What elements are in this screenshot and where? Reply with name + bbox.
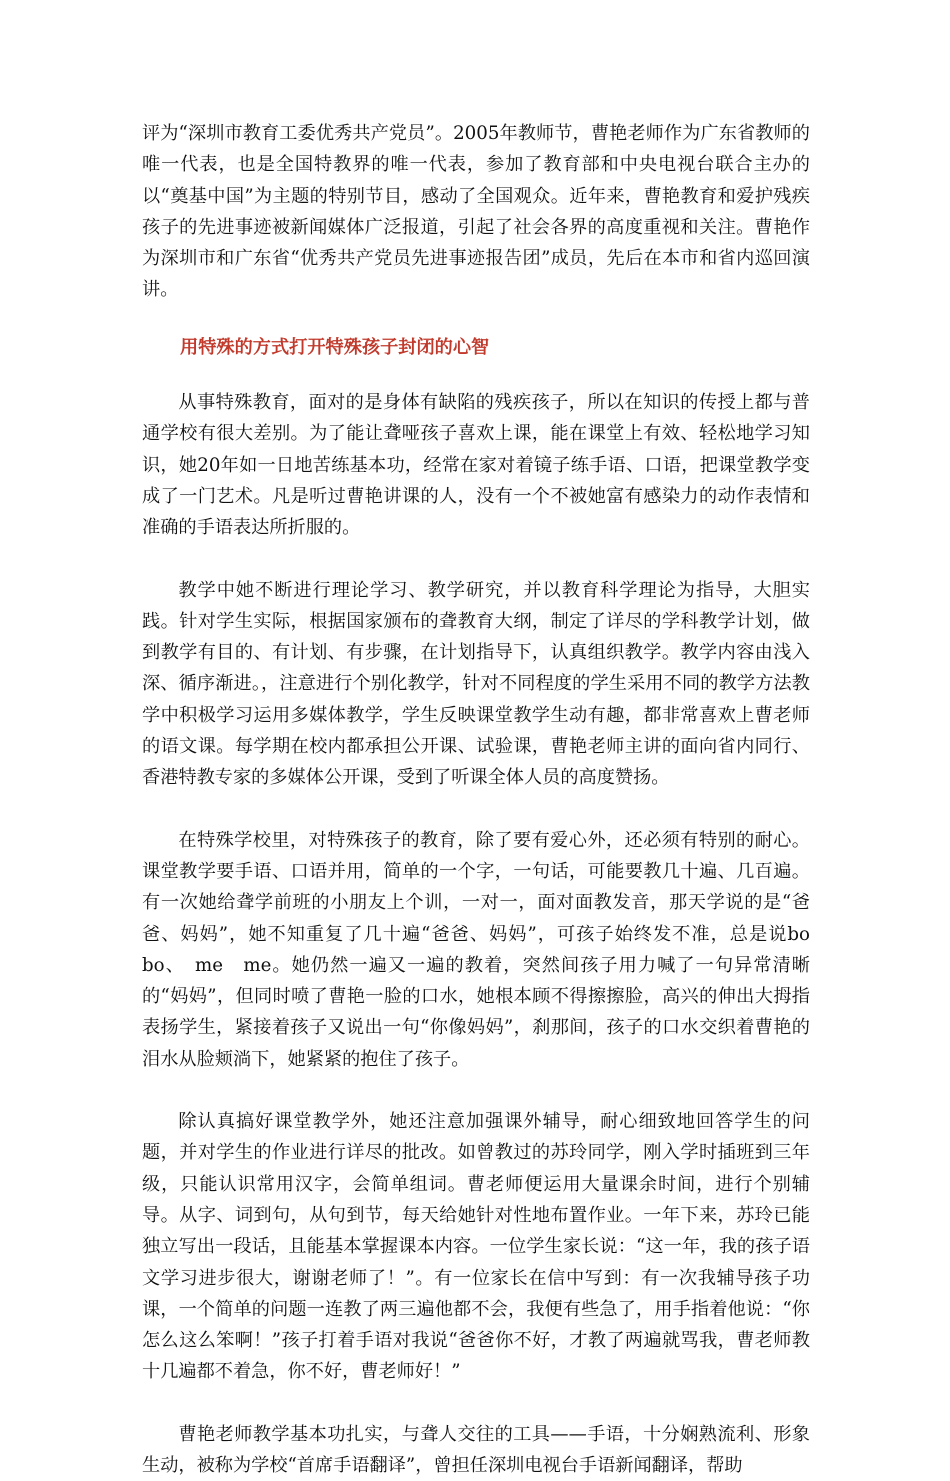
body-paragraph-1: 从事特殊教育，面对的是身体有缺陷的残疾孩子，所以在知识的传授上都与普通学校有很大差别。为了能让聋哑孩子喜欢上课，能在课堂上有效、轻松地学习知识，她20年如一日地苦练基本功，经常在家对着镜子练手语、口语，把课堂教学变成了一门艺术。凡是听过曹艳讲课的人，没有一个不被她富有感染力的动作表情和准确的手语表达所折服的。 xyxy=(142,392,810,539)
intro-paragraph: 评为“深圳市教育工委优秀共产党员”。2005年教师节，曹艳老师作为广东省教师的唯一代表，也是全国特教界的唯一代表，参加了教育部和中央电视台联合主办的以“奠基中国”为主题的特别节目，感动了全国观众。近年来，曹艳教育和爱护残疾孩子的先进事迹被新闻媒体广泛报道，引起了社会各界的高度重视和关注。曹艳作为深圳市和广东省“优秀共产党员先进事迹报告团”成员，先后在本市和省内巡回演讲。 xyxy=(142,123,810,301)
body-paragraph-5: 曹艳老师教学基本功扎实，与聋人交往的工具——手语，十分娴熟流利、形象生动，被称为学校“首席手语翻译”，曾担任深圳电视台手语新闻翻译，帮助 xyxy=(142,1423,810,1476)
document-page xyxy=(142,118,810,1481)
body-paragraph-4: 除认真搞好课堂教学外，她还注意加强课外辅导，耐心细致地回答学生的问题，并对学生的作业进行详尽的批改。如曾教过的苏玲同学，刚入学时插班到三年级，只能认识常用汉字，会简单组词。曹老师便运用大量课余时间，进行个别辅导。从字、词到句，从句到节，每天给她针对性地布置作业。一年下来，苏玲已能独立写出一段话，且能基本掌握课本内容。一位学生家长说：“这一年，我的孩子语文学习进步很大，谢谢老师了！”。有一位家长在信中写到：有一次我辅导孩子功课，一个简单的问题一连教了两三遍他都不会，我便有些急了，用手指着他说：“你怎么这么笨啊！”孩子打着手语对我说“爸爸你不好，才教了两遍就骂我，曹老师教十几遍都不着急，你不好，曹老师好！” xyxy=(142,1111,810,1383)
section-heading: 用特殊的方式打开特殊孩子封闭的心智 xyxy=(180,336,490,358)
body-paragraph-3: 在特殊学校里，对特殊孩子的教育，除了要有爱心外，还必须有特别的耐心。课堂教学要手语、口语并用，简单的一个字，一句话，可能要教几十遍、几百遍。有一次她给聋学前班的小朋友上个训，一对一，面对面教发音，那天学说的是“爸爸、妈妈”，她不知重复了几十遍“爸爸、妈妈”，可孩子始终发不准，总是说bo bo、 me me。她仍然一遍又一遍的教着，突然间孩子用力喊了一句异常清晰的“妈妈”，但同时喷了曹艳一脸的口水，她根本顾不得擦擦脸，高兴的伸出大拇指表扬学生，紧接着孩子又说出一句“你像妈妈”，刹那间，孩子的口水交织着曹艳的泪水从脸颊淌下，她紧紧的抱住了孩子。 xyxy=(142,829,810,1070)
body-paragraph-2: 教学中她不断进行理论学习、教学研究，并以教育科学理论为指导，大胆实践。针对学生实际，根据国家颁布的聋教育大纲，制定了详尽的学科教学计划，做到教学有目的、有计划、有步骤，在计划指导下，认真组织教学。教学内容由浅入深、循序渐进。，注意进行个别化教学，针对不同程度的学生采用不同的教学方法教学中积极学习运用多媒体教学，学生反映课堂教学生动有趣，都非常喜欢上曹老师的语文课。每学期在校内都承担公开课、试验课，曹艳老师主讲的面向省内同行、香港特教专家的多媒体公开课，受到了听课全体人员的高度赞扬。 xyxy=(142,579,810,789)
